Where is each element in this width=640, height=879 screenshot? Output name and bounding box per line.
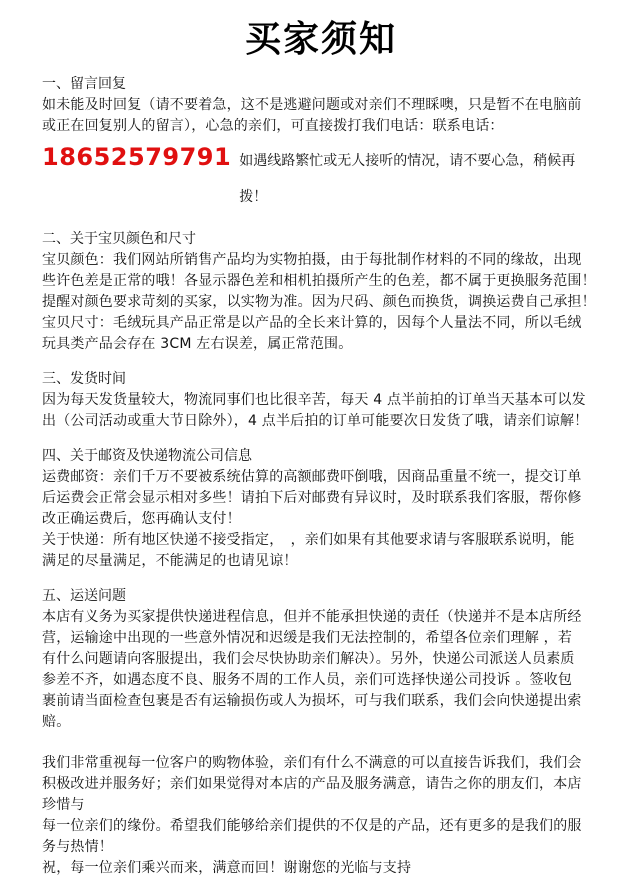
- closing-message: [42, 753, 600, 879]
- body-line: 出（公司活动或重大节日除外），4 点半后拍的订单可能要次日发货了哦，请亲们谅解！: [42, 413, 589, 429]
- body-line: 宝贝尺寸：毛绒玩具产品正常是以产品的全长来计算的，因每个人量法不同，所以毛绒: [42, 315, 582, 331]
- body-line: 赔。: [42, 714, 71, 730]
- section-shipping-time: [42, 369, 600, 432]
- body-line: 满足的尽量满足，不能满足的也请见谅！: [42, 553, 298, 569]
- closing-line: 积极改进并服务好；亲们如果觉得对本店的产品及服务满意，请告之你的朋友们，本店: [42, 776, 582, 792]
- closing-line: 珍惜与: [42, 797, 85, 813]
- body-line: 后运费会正常会显示相对多些！请拍下后对邮费有异议时，及时联系我们客服，帮你修: [42, 490, 582, 506]
- section-delivery-issues: [42, 586, 600, 733]
- body-line: 裹前请当面检查包裹是否有运输损伤或人为损坏，可与我们联系，我们会向快递提出索: [42, 693, 582, 709]
- body-line: 宝贝颜色：我们网站所销售产品均为实物拍摄，由于每批制作材料的不同的缘故，出现: [42, 252, 582, 268]
- section-color-size: [42, 229, 600, 355]
- page-title: 买家须知: [244, 19, 397, 60]
- body-line: 参差不齐，如遇态度不良、服务不周的工作人员，亲们可选择快递公司投诉 。签收包: [42, 672, 573, 688]
- body-line: 玩具类产品会存在 3CM 左右误差，属正常范围。: [42, 336, 353, 352]
- body-line: 如未能及时回复（请不要着急，这不是逃避问题或对亲们不理睬噢，只是暂不在电脑前: [42, 97, 582, 113]
- phone-number[interactable]: 18652579791: [42, 143, 232, 171]
- body-line: 运费邮资：亲们千万不要被系统估算的高额邮费吓倒哦，因商品重量不统一，提交订单: [42, 469, 582, 485]
- closing-line: 每一位亲们的缘份。希望我们能够给亲们提供的不仅是的产品，还有更多的是我们的服: [42, 818, 582, 834]
- section-postage-courier: [42, 446, 600, 572]
- body-line: 改正确运费后，您再确认支付！: [42, 511, 241, 527]
- section-heading: 一、留言回复: [42, 76, 126, 92]
- closing-line: 祝，每一位亲们乘兴而来，满意而回！谢谢您的光临与支持: [42, 860, 412, 876]
- body-line: 因为每天发货量较大，物流同事们也比很辛苦，每天 4 点半前拍的订单当天基本可以发: [42, 392, 586, 408]
- closing-line: 务与热情！: [42, 839, 113, 855]
- body-line: 本店有义务为买家提供快递进程信息，但并不能承担快递的责任（快递并不是本店所经: [42, 609, 582, 625]
- body-line: 营，运输途中出现的一些意外情况和迟缓是我们无法控制的，希望各位亲们理解 ，若: [42, 630, 573, 646]
- phone-line: [42, 139, 600, 215]
- section-heading: 四、关于邮资及快递物流公司信息: [42, 448, 252, 464]
- closing-line: 我们非常重视每一位客户的购物体验，亲们有什么不满意的可以直接告诉我们，我们会: [42, 755, 582, 771]
- body-line: 些许色差是正常的哦！各显示器色差和相机拍摄所产生的色差，都不属于更换服务范围！: [42, 273, 596, 289]
- section-heading: 五、运送问题: [42, 588, 126, 604]
- phone-note: 如遇线路繁忙或无人接听的情况，请不要心急，稍候再拨！: [239, 153, 576, 205]
- body-line: 有什么问题请向客服提出，我们会尽快协助亲们解决）。另外，快递公司派送人员素质: [42, 651, 575, 667]
- section-heading: 二、关于宝贝颜色和尺寸: [42, 231, 196, 247]
- body-line: 提醒对颜色要求苛刻的买家，以实物为准。因为尺码、颜色而换货，调换运费自己承担！: [42, 294, 596, 310]
- section-heading: 三、发货时间: [42, 371, 126, 387]
- body-line: 关于快递：所有地区快递不接受指定， ，亲们如果有其他要求请与客服联系说明，能: [42, 532, 575, 548]
- body-line: 或正在回复别人的留言），心急的亲们，可直接拨打我们电话：联系电话：: [42, 118, 504, 134]
- section-message-reply: [42, 74, 600, 215]
